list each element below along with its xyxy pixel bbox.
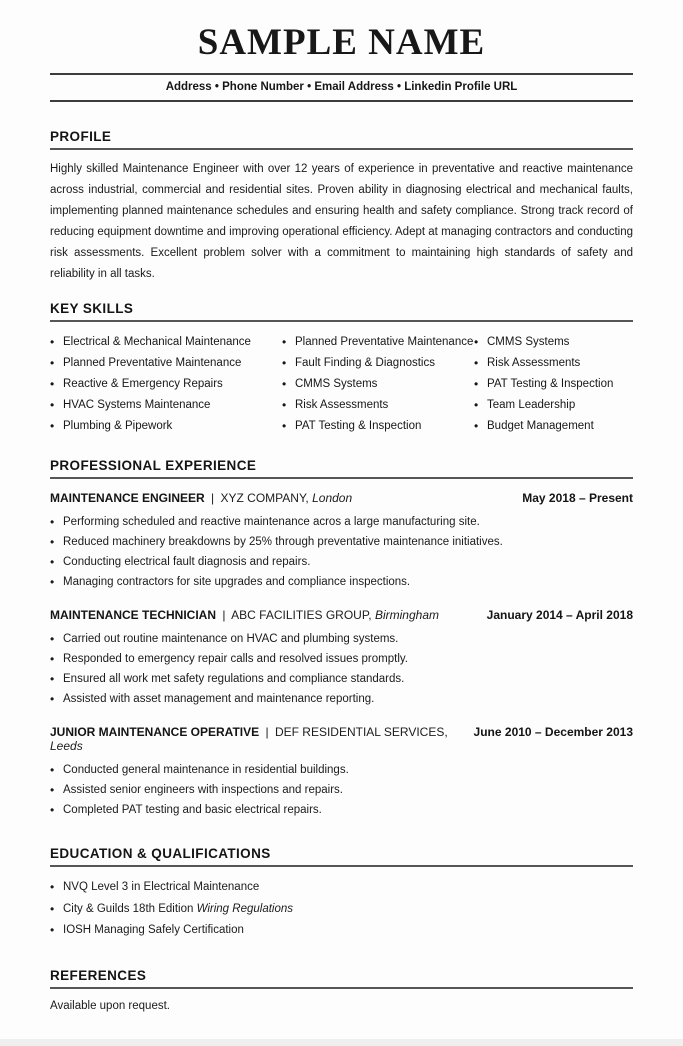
resume-page bbox=[0, 22, 683, 1012]
job-title-line bbox=[50, 608, 439, 622]
job-company: DEF RESIDENTIAL SERVICES, bbox=[274, 725, 448, 739]
job-separator: | bbox=[265, 725, 269, 739]
skill-item: • CMMS Systems bbox=[282, 374, 474, 395]
education-item bbox=[50, 877, 633, 899]
job-header bbox=[50, 725, 633, 753]
job-bullet: • Performing scheduled and reactive maintenance acros a large manufacturing site. bbox=[50, 512, 633, 532]
job-location: Birmingham bbox=[374, 608, 439, 622]
job-separator: | bbox=[222, 608, 226, 622]
education-section bbox=[50, 846, 633, 942]
skill-item: • HVAC Systems Maintenance bbox=[50, 395, 282, 416]
job-location: Leeds bbox=[50, 739, 83, 753]
references-heading: REFERENCES bbox=[50, 968, 633, 989]
key-skills-grid bbox=[50, 332, 633, 437]
job-entry bbox=[50, 725, 633, 820]
education-item-text: IOSH Managing Safely Certification bbox=[63, 924, 244, 936]
education-item-text: City & Guilds 18th Edition bbox=[63, 902, 197, 915]
skills-column-3 bbox=[474, 332, 633, 437]
job-bullet: • Conducting electrical fault diagnosis and repairs. bbox=[50, 552, 633, 572]
skill-item: • Electrical & Mechanical Maintenance bbox=[50, 332, 282, 353]
contact-line: Address • Phone Number • Email Address • Linkedin Profile URL bbox=[50, 73, 633, 102]
job-separator: | bbox=[211, 491, 215, 505]
job-title: MAINTENANCE TECHNICIAN bbox=[50, 608, 216, 622]
skill-item: • Reactive & Emergency Repairs bbox=[50, 374, 282, 395]
skill-item: • Planned Preventative Maintenance bbox=[282, 332, 474, 353]
skill-item: • Plumbing & Pipework bbox=[50, 416, 282, 437]
job-dates: June 2010 – December 2013 bbox=[473, 725, 633, 739]
scan-edge-strip bbox=[0, 1039, 683, 1046]
job-bullets bbox=[50, 512, 633, 592]
profile-text: Highly skilled Maintenance Engineer with over 12 years of experience in preventative and reactive maintenance across industrial, commercial and residential sites. Proven ability in diagnosing electrical and mechanical faults, implementing planned maintenance schedules and ensuring health and safety compliance. Strong track record of reducing equipment downtime and improving operational efficiency. Adept at managing contractors and conducting risk assessments. Excellent problem solver with a commitment to maintaining high standards of safety and reliability in all tasks. bbox=[50, 163, 633, 280]
skill-item: • Budget Management bbox=[474, 416, 633, 437]
skill-item: • CMMS Systems bbox=[474, 332, 633, 353]
job-title-line bbox=[50, 725, 474, 753]
skills-column-1 bbox=[50, 332, 282, 437]
job-dates: May 2018 – Present bbox=[522, 491, 633, 505]
job-bullets bbox=[50, 629, 633, 709]
profile-heading: PROFILE bbox=[50, 129, 633, 150]
experience-heading: PROFESSIONAL EXPERIENCE bbox=[50, 458, 633, 479]
job-dates: January 2014 – April 2018 bbox=[486, 608, 633, 622]
candidate-name: SAMPLE NAME bbox=[197, 22, 486, 63]
skill-item: • Fault Finding & Diagnostics bbox=[282, 353, 474, 374]
skill-item: • PAT Testing & Inspection bbox=[474, 374, 633, 395]
job-header bbox=[50, 491, 633, 505]
job-bullet: • Responded to emergency repair calls and resolved issues promptly. bbox=[50, 649, 633, 669]
job-entry bbox=[50, 608, 633, 709]
job-entry bbox=[50, 491, 633, 592]
education-item bbox=[50, 899, 633, 921]
education-heading: EDUCATION & QUALIFICATIONS bbox=[50, 846, 633, 867]
job-bullet: • Conducted general maintenance in residential buildings. bbox=[50, 760, 633, 780]
job-title-line bbox=[50, 491, 352, 505]
profile-section bbox=[50, 129, 633, 285]
skill-item: • Team Leadership bbox=[474, 395, 633, 416]
job-bullet: • Assisted senior engineers with inspections and repairs. bbox=[50, 780, 633, 800]
job-location: London bbox=[312, 491, 353, 505]
skills-column-2 bbox=[282, 332, 474, 437]
skill-item: • Risk Assessments bbox=[282, 395, 474, 416]
job-bullet: • Reduced machinery breakdowns by 25% through preventative maintenance initiatives. bbox=[50, 532, 633, 552]
job-bullet: • Carried out routine maintenance on HVAC and plumbing systems. bbox=[50, 629, 633, 649]
skill-item: • PAT Testing & Inspection bbox=[282, 416, 474, 437]
job-bullet: • Ensured all work met safety regulations and compliance standards. bbox=[50, 669, 633, 689]
education-bullets bbox=[50, 877, 633, 942]
education-item bbox=[50, 920, 633, 942]
key-skills-section bbox=[50, 301, 633, 437]
job-company: XYZ COMPANY, bbox=[220, 491, 309, 505]
experience-section bbox=[50, 458, 633, 820]
job-bullet: • Managing contractors for site upgrades and compliance inspections. bbox=[50, 572, 633, 592]
skill-item: • Planned Preventative Maintenance bbox=[50, 353, 282, 374]
references-text: Available upon request. bbox=[50, 999, 170, 1012]
education-item-text: NVQ Level 3 in Electrical Maintenance bbox=[63, 881, 260, 893]
job-company: ABC FACILITIES GROUP, bbox=[231, 608, 372, 622]
job-header bbox=[50, 608, 633, 622]
job-bullet: • Assisted with asset management and maintenance reporting. bbox=[50, 689, 633, 709]
job-bullet: • Completed PAT testing and basic electrical repairs. bbox=[50, 800, 633, 820]
education-item-italic: Wiring Regulations bbox=[196, 902, 294, 915]
skill-item: • Risk Assessments bbox=[474, 353, 633, 374]
job-bullets bbox=[50, 760, 633, 820]
job-title: JUNIOR MAINTENANCE OPERATIVE bbox=[50, 725, 260, 739]
key-skills-heading: KEY SKILLS bbox=[50, 301, 633, 322]
references-section bbox=[50, 968, 633, 1012]
job-title: MAINTENANCE ENGINEER bbox=[50, 491, 205, 505]
